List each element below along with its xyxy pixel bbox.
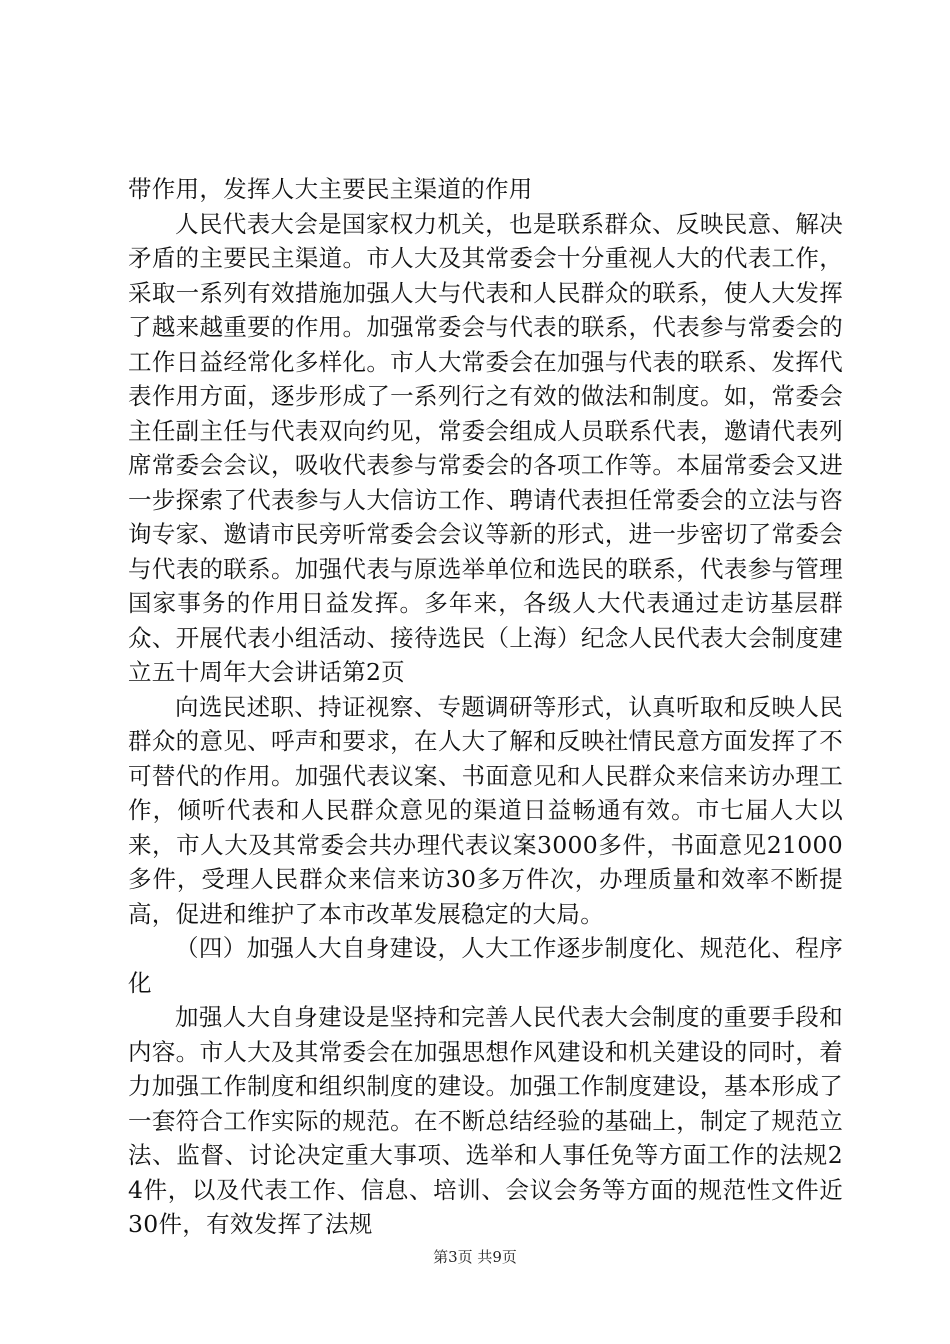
page-number-footer: 第3页 共9页 — [433, 1248, 517, 1266]
paragraph-heading-continuation: 带作用，发挥人大主要民主渠道的作用 — [128, 175, 533, 203]
paragraph-representative-work: 人民代表大会是国家权力机关，也是联系群众、反映民意、解决矛盾的主要民主渠道。市人大及其常委会十分重视人大的代表工作，采取一系列有效措施加强人大与代表和人民群众的联系，使人大发挥了越来越重要的作用。加强常委会与代表的联系，代表参与常委会的工作日益经常化多样化。市人大常委会在加强与代表的联系、发挥代表作用方面，逐步形成了一系列行之有效的做法和制度。如，常委会主任副主任与代表双向约见，常委会组成人员联系代表，邀请代表列席常委会会议，吸收代表参与常委会的各项工作等。本届常委会又进一步探索了代表参与人大信访工作、聘请代表担任常委会的立法与咨询专家、邀请市民旁听常委会会议等新的形式，进一步密切了常委会与代表的联系。加强代表与原选举单位和选民的联系，代表参与管理国家事务的作用日益发挥。多年来，各级人大代表通过走访基层群众、开展代表小组活动、接待选民（上海）纪念人民代表大会制度建立五十周年大会讲话第2页 — [128, 209, 843, 686]
section-heading-self-building: （四）加强人大自身建设，人大工作逐步制度化、规范化、程序化 — [128, 934, 843, 997]
paragraph-self-building: 加强人大自身建设是坚持和完善人民代表大会制度的重要手段和内容。市人大及其常委会在加强思想作风建设和机关建设的同时，着力加强工作制度和组织制度的建设。加强工作制度建设，基本形成了一套符合工作实际的规范。在不断总结经验的基础上，制定了规范立法、监督、讨论决定重大事项、选举和人事任免等方面工作的法规24件，以及代表工作、信息、培训、会议会务等方面的规范性文件近30件，有效发挥了法规 — [128, 1003, 843, 1238]
paragraph-voter-reports: 向选民述职、持证视察、专题调研等形式，认真听取和反映人民群众的意见、呼声和要求，在人大了解和反映社情民意方面发挥了不可替代的作用。加强代表议案、书面意见和人民群众来信来访办理工作，倾听代表和人民群众意见的渠道日益畅通有效。市七届人大以来，市人大及其常委会共办理代表议案3000多件，书面意见21000多件，受理人民群众来信来访30多万件次，办理质量和效率不断提高，促进和维护了本市改革发展稳定的大局。 — [128, 692, 843, 928]
document-body — [128, 172, 843, 1242]
